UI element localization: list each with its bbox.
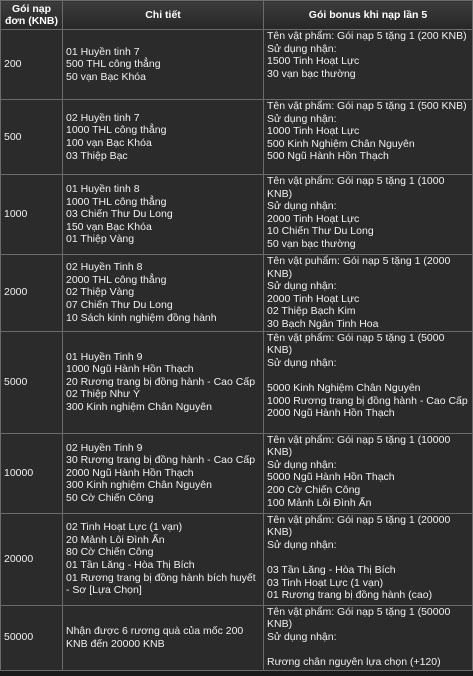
header-package-amount: Gói nạp đơn (KNB)	[1, 1, 63, 30]
bonus-line: 200 Cờ Chiến Công	[267, 483, 361, 496]
detail-line: 20 Mảnh Lôi Đình Ấn	[66, 533, 165, 546]
details-cell	[63, 331, 264, 433]
detail-line: 1000 Ngũ Hành Hồn Thạch	[66, 363, 194, 376]
detail-line: 100 vạn Bạc Khóa	[66, 137, 152, 149]
bonus-line: 1500 Tinh Hoạt Lực	[267, 55, 360, 68]
table-row	[1, 100, 473, 175]
bonus-cell	[264, 255, 473, 332]
detail-line: 07 Chiến Thư Du Long	[66, 299, 173, 312]
detail-line: 01 Huyền tinh 8	[66, 183, 140, 196]
bonus-line: 2000 Tinh Hoạt Lực	[267, 292, 360, 305]
bonus-line: 10 Chiến Thư Du Long	[267, 225, 374, 238]
details-cell	[63, 30, 264, 100]
package-amount: 10000	[4, 466, 34, 479]
detail-line: 30 Rương trang bị đồng hành - Cao Cấp	[66, 454, 256, 467]
package-amount-cell	[1, 605, 63, 670]
table-row	[1, 175, 473, 255]
bonus-line: Sử dụng nhận:	[267, 112, 337, 125]
detail-line: 02 Thiệp Vàng	[66, 286, 135, 299]
bonus-line: Tên vật phẩm: Gói nạp 5 tặng 1 (50000 KNB)	[267, 605, 451, 631]
bonus-line: Tên vật puhẩm: Gói nạp 5 tặng 1 (2000 KNB)	[267, 255, 451, 280]
bonus-line: 1000 Rương trang bị đồng hành - Cao Cấp	[267, 394, 468, 407]
detail-line: 150 vạn Bạc Khóa	[66, 220, 152, 233]
package-amount: 5000	[4, 375, 28, 388]
bonus-line: 500 Kinh Nghiệm Chân Nguyên	[267, 137, 415, 150]
detail-line: 01 Thiệp Vàng	[66, 233, 135, 246]
detail-line: 500 THL công thẳng	[66, 58, 161, 71]
details-cell	[63, 100, 264, 175]
bonus-line: 03 Tinh Hoạt Lực (1 vạn)	[267, 576, 384, 589]
detail-line: 02 Thiệp Như Ý	[66, 388, 140, 401]
detail-line: 1000 THL công thẳng	[66, 124, 167, 137]
detail-line: 20 Rương trang bị đồng hành - Cao Cấp	[66, 375, 256, 388]
detail-line: 03 Chiến Thư Du Long	[66, 208, 173, 221]
bonus-line: 30 vạn bạc thường	[267, 67, 356, 80]
bonus-line: 100 Mảnh Lôi Đình Ấn	[267, 496, 372, 509]
detail-line: 03 Thiệp Bạc	[66, 149, 128, 162]
bonus-line: Sử dụng nhận:	[267, 280, 337, 293]
package-amount: 50000	[4, 631, 34, 644]
package-amount-cell	[1, 433, 63, 513]
bonus-cell	[264, 175, 473, 255]
package-amount: 200	[4, 58, 22, 71]
header-bonus: Gói bonus khi nạp lần 5	[264, 1, 473, 30]
bonus-line: 500 Ngũ Hành Hồn Thạch	[267, 150, 389, 163]
bonus-line: Tên vật phẩm: Gói nạp 5 tặng 1 (20000 KNB)	[267, 513, 451, 539]
bonus-spacer	[267, 369, 469, 382]
detail-line: 80 Cờ Chiến Công	[66, 546, 154, 559]
detail-line: 50 vạn Bạc Khóa	[66, 70, 146, 83]
detail-line: 01 Huyền Tinh 9	[66, 350, 143, 363]
table-row	[1, 513, 473, 605]
bonus-line: 2000 Tinh Hoạt Lực	[267, 212, 360, 225]
table-row	[1, 331, 473, 433]
detail-line: 01 Tần Lăng - Hòa Thị Bích	[66, 559, 195, 572]
package-amount-cell	[1, 175, 63, 255]
bonus-line: 2000 Ngũ Hành Hồn Thạch	[267, 407, 395, 420]
bonus-line: 1000 Tinh Hoạt Lực	[267, 125, 360, 138]
bonus-line: 03 Tần Lăng - Hòa Thị Bích	[267, 563, 396, 576]
package-amount: 1000	[4, 208, 28, 221]
bonus-line: 5000 Ngũ Hành Hồn Thạch	[267, 471, 395, 484]
package-amount-cell	[1, 513, 63, 605]
detail-line: 02 Tinh Hoạt Lực (1 vạn)	[66, 521, 183, 534]
details-cell	[63, 433, 264, 513]
bonus-cell	[264, 433, 473, 513]
header-details: Chi tiết	[63, 1, 264, 30]
detail-line: 1000 THL công thẳng	[66, 195, 167, 208]
bonus-line: Sử dụng nhận:	[267, 42, 337, 55]
detail-line: 10 Sách kinh nghiệm đồng hành	[66, 311, 217, 324]
detail-line: 02 Huyền Tinh 9	[66, 441, 143, 454]
bonus-line: Sử dụng nhận:	[267, 458, 337, 471]
detail-line: 02 Huyền tinh 7	[66, 111, 140, 124]
bonus-spacer	[267, 643, 469, 656]
table-row	[1, 30, 473, 100]
bonus-line: Tên vật phẩm: Gói nạp 5 tặng 1 (10000 KNB)	[267, 433, 451, 459]
detail-line: 300 Kinh nghiệm Chân Nguyên	[66, 400, 212, 413]
bonus-line: Sử dụng nhận:	[267, 200, 337, 213]
package-amount-cell	[1, 331, 63, 433]
table-row	[1, 605, 473, 670]
table-row	[1, 433, 473, 513]
bonus-line: Tên vật phẩm: Gói nạp 5 tặng 1 (500 KNB)	[267, 100, 467, 112]
bonus-line: Tên vật phẩm: Gói nạp 5 tặng 1 (5000 KNB)	[267, 331, 445, 357]
details-cell	[63, 175, 264, 255]
bonus-line: Sử dụng nhận:	[267, 630, 337, 643]
bonus-cell	[264, 30, 473, 100]
bonus-cell	[264, 331, 473, 433]
bonus-line: 30 Bạch Ngân Tinh Hoa	[267, 317, 379, 330]
package-amount-cell	[1, 30, 63, 100]
bonus-cell	[264, 605, 473, 670]
detail-line: 02 Huyền Tinh 8	[66, 261, 143, 274]
bonus-cell	[264, 513, 473, 605]
details-cell	[63, 513, 264, 605]
bonus-line: 50 vạn bạc thường	[267, 237, 356, 250]
detail-line: 300 Kinh nghiệm Chân Nguyên	[66, 479, 212, 492]
detail-line: 01 Rương trang bị đồng hành bích huyết - Sơ [Lựa Chọn]	[66, 571, 256, 597]
package-amount: 500	[4, 130, 22, 143]
bonus-spacer	[267, 551, 469, 564]
bonus-line: Sử dụng nhận:	[267, 356, 337, 369]
details-cell	[63, 605, 264, 670]
bonus-line: 01 Rương trang bị đồng hành (cao)	[267, 589, 433, 602]
details-cell	[63, 255, 264, 332]
bonus-line: Tên vật phẩm: Gói nạp 5 tặng 1 (1000 KNB)	[267, 175, 445, 200]
package-amount: 20000	[4, 552, 34, 565]
bonus-line: 5000 Kinh Nghiệm Chân Nguyên	[267, 381, 421, 394]
detail-line: Nhận được 6 rương quà của mốc 200 KNB đến 20000 KNB	[66, 624, 244, 650]
detail-line: 01 Huyền tinh 7	[66, 45, 140, 58]
table-header-row	[1, 1, 473, 30]
bonus-cell	[264, 100, 473, 175]
detail-line: 2000 THL công thẳng	[66, 273, 167, 286]
table-row	[1, 255, 473, 332]
package-amount: 2000	[4, 286, 28, 299]
bonus-line: 02 Thiệp Bạch Kim	[267, 305, 356, 318]
package-amount-cell	[1, 255, 63, 332]
bonus-line: Rương chân nguyên lựa chọn (+120)	[267, 655, 441, 668]
detail-line: 2000 Ngũ Hành Hồn Thạch	[66, 466, 194, 479]
bonus-line: Sử dụng nhận:	[267, 538, 337, 551]
bonus-line: Tên vật phẩm: Gói nạp 5 tặng 1 (200 KNB)	[267, 30, 467, 42]
detail-line: 50 Cờ Chiến Công	[66, 491, 154, 504]
package-amount-cell	[1, 100, 63, 175]
